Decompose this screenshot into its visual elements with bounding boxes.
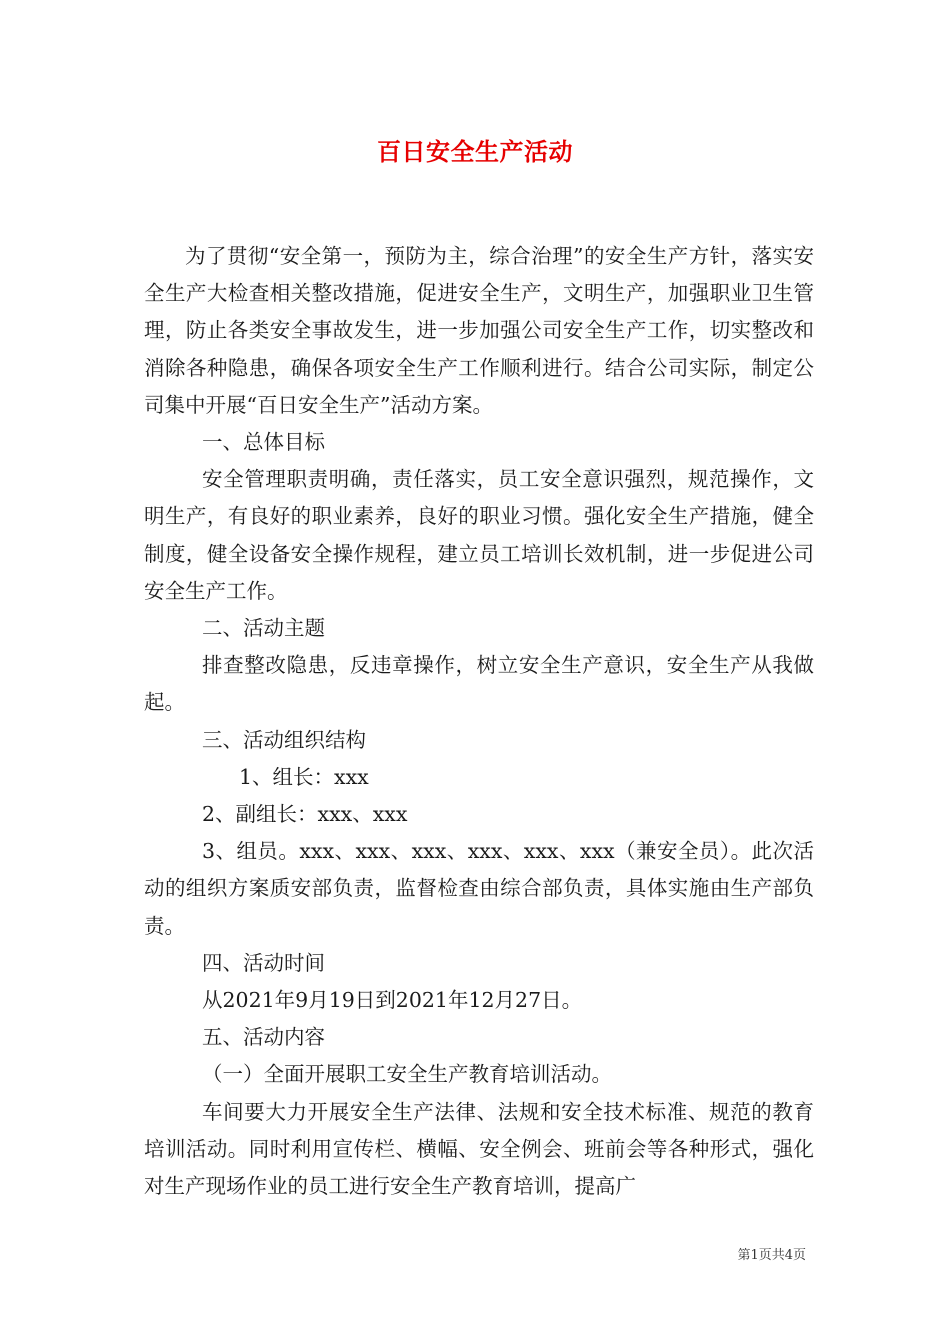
subsection-heading-training: （一）全面开展职工安全生产教育培训活动。 [202, 1062, 612, 1087]
section-heading-goals: 一、总体目标 [202, 430, 325, 455]
time-paragraph: 从2021年9月19日到2021年12月27日。 [202, 988, 583, 1013]
org-members-paragraph: 3、组员。xxx、xxx、xxx、xxx、xxx、xxx（兼安全员）。此次活动的组织方案质安部负责，监督检查由综合部负责，具体实施由生产部负责。 [144, 839, 814, 938]
theme-paragraph: 排查整改隐患，反违章操作，树立安全生产意识，安全生产从我做起。 [144, 653, 814, 715]
page-number-footer: 第1页共4页 [737, 1248, 806, 1263]
training-paragraph: 车间要大力开展安全生产法律、法规和安全技术标准、规范的教育培训活动。同时利用宣传栏、横幅、安全例会、班前会等各种形式，强化对生产现场作业的员工进行安全生产教育培训，提高广 [144, 1099, 814, 1199]
org-deputy-leaders: 2、副组长：xxx、xxx [202, 802, 408, 827]
document-title: 百日安全生产活动 [377, 138, 573, 166]
intro-paragraph: 为了贯彻“安全第一，预防为主，综合治理”的安全生产方针，落实安全生产大检查相关整改措施，促进安全生产，文明生产，加强职业卫生管理，防止各类安全事故发生，进一步加强公司安全生产工作，切实整改和消除各种隐患，确保各项安全生产工作顺利进行。结合公司实际，制定公司集中开展“百日安全生产”活动方案。 [144, 244, 814, 417]
section-heading-organization: 三、活动组织结构 [202, 727, 366, 752]
org-leader: 1、组长：xxx [239, 764, 369, 789]
section-heading-content: 五、活动内容 [202, 1025, 325, 1050]
section-heading-theme: 二、活动主题 [202, 616, 325, 641]
document-body [144, 238, 814, 1205]
section-heading-time: 四、活动时间 [202, 950, 325, 975]
goals-paragraph: 安全管理职责明确，责任落实，员工安全意识强烈，规范操作，文明生产，有良好的职业素养，良好的职业习惯。强化安全生产措施，健全制度，健全设备安全操作规程，建立员工培训长效机制，进一步促进公司安全生产工作。 [144, 467, 814, 603]
